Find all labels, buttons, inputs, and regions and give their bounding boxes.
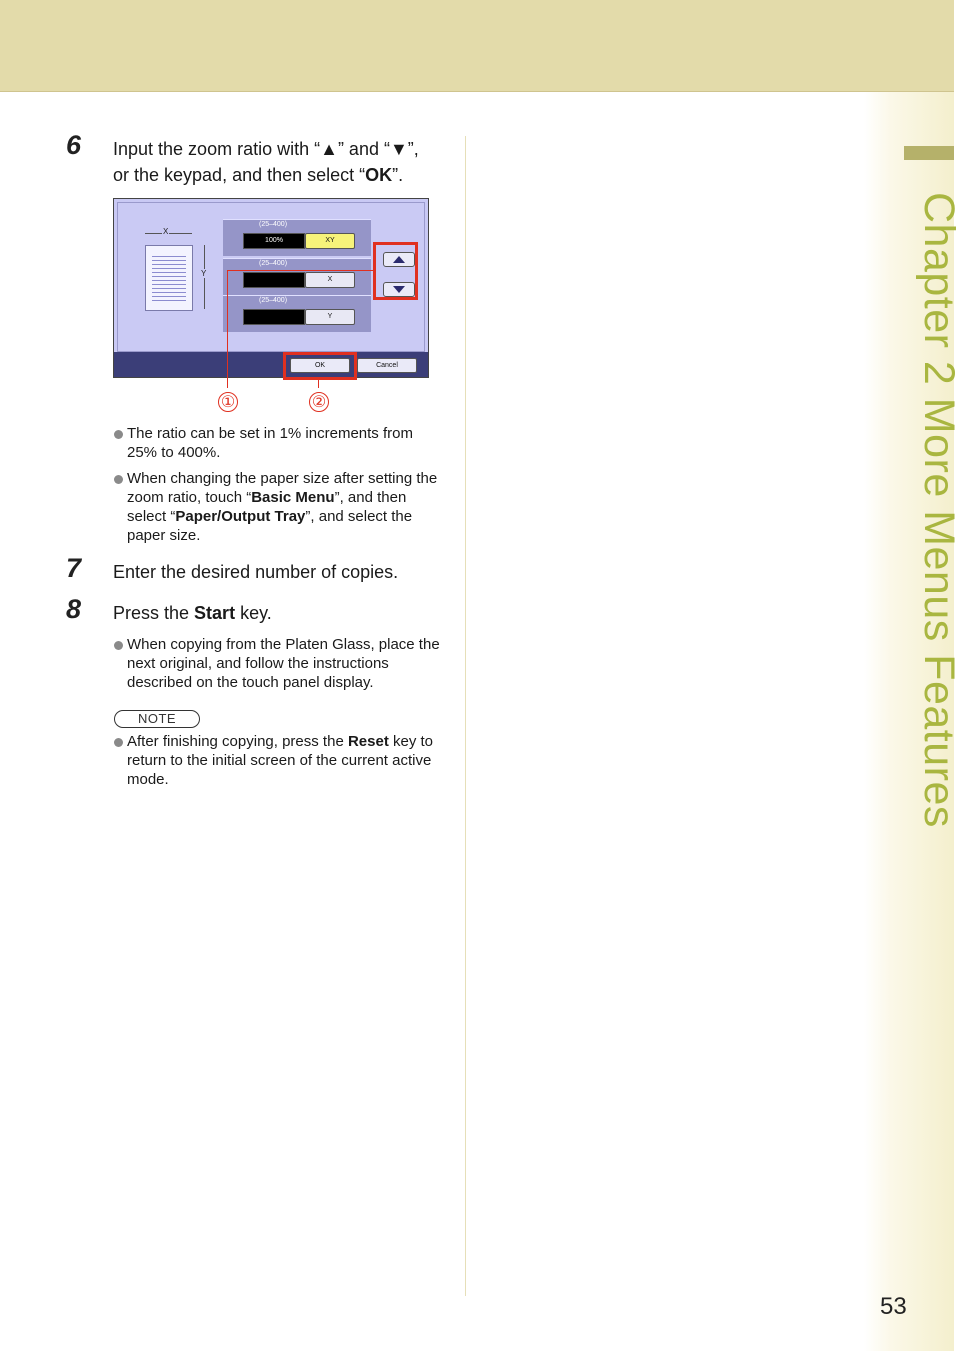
callout-1-line-h: [227, 270, 375, 271]
chapter-title: Chapter 2 More Menus Features: [915, 192, 963, 828]
x-button[interactable]: X: [305, 272, 355, 288]
xy-button[interactable]: XY: [305, 233, 355, 249]
paper-preview: [145, 245, 193, 311]
ratio-row-y: (25–400) Y: [223, 295, 371, 332]
x-dimension-label: X: [163, 227, 169, 236]
page-number: 53: [880, 1293, 907, 1320]
step-7-number: 7: [66, 553, 82, 583]
up-arrow-glyph: ▲: [320, 139, 338, 159]
step-6-bullet-1: The ratio can be set in 1% increments from 25% to 400%.: [113, 424, 443, 462]
bullet-icon: [114, 641, 123, 650]
cancel-button[interactable]: Cancel: [357, 358, 417, 373]
bullet-icon: [114, 430, 123, 439]
panel-footer-bar: [114, 352, 428, 377]
ok-button-highlight: [283, 352, 357, 380]
ratio-value-xy[interactable]: 100%: [243, 233, 305, 249]
note-bullet-1: After finishing copying, press the Reset key to return to the initial screen of the current active mode.: [113, 732, 443, 789]
callout-2-marker: ②: [309, 392, 329, 412]
callout-2-line: [318, 379, 319, 388]
step-6-number: 6: [66, 130, 82, 160]
bullet-icon: [114, 738, 123, 747]
callout-1-line-v: [227, 270, 228, 388]
step-6-text: Input the zoom ratio with “▲” and “▼”, or the keypad, and then select “OK”.: [113, 139, 419, 185]
down-arrow-glyph: ▼: [389, 139, 408, 159]
y-dimension-label: Y: [201, 269, 207, 278]
chapter-tab-marker: [904, 146, 954, 160]
step-8-text: Press the Start key.: [113, 603, 272, 623]
bullet-icon: [114, 475, 123, 484]
header-band: [0, 0, 954, 92]
step-6-bullet-2: When changing the paper size after setting the zoom ratio, touch “Basic Menu”, and then select “Paper/Output Tray”, and select the paper size.: [113, 469, 443, 545]
step-8-bullet-1: When copying from the Platen Glass, place the next original, and follow the instructions described on the touch panel display.: [113, 635, 443, 692]
callout-1-marker: ①: [218, 392, 238, 412]
ok-button[interactable]: OK: [290, 358, 350, 373]
ratio-row-x: (25–400) X: [223, 258, 371, 295]
step-8-number: 8: [66, 594, 82, 624]
note-label: NOTE: [114, 710, 200, 728]
step-7-text: Enter the desired number of copies.: [113, 562, 399, 582]
ratio-row-xy: (25–400) 100% XY: [223, 219, 371, 256]
column-divider: [465, 136, 466, 1296]
ratio-value-x[interactable]: [243, 272, 305, 288]
ratio-value-y[interactable]: [243, 309, 305, 325]
arrow-buttons-highlight: [373, 242, 418, 300]
y-button[interactable]: Y: [305, 309, 355, 325]
